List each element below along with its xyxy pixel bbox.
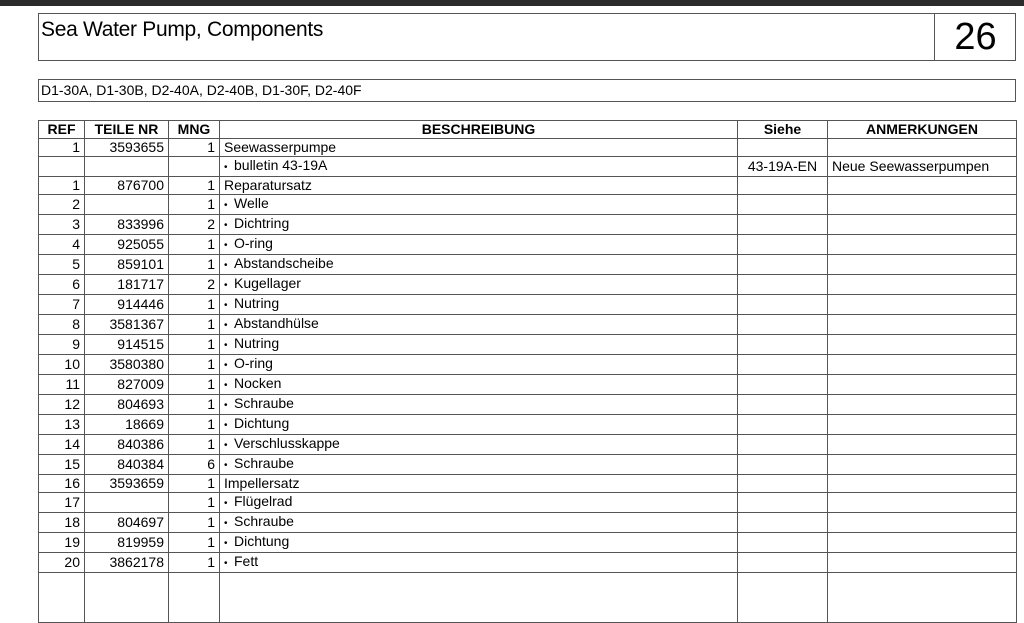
cell-quantity: [169, 475, 220, 493]
cell-ref-text: 1: [72, 177, 80, 193]
table-row: [39, 513, 1017, 533]
cell-ref: [39, 355, 85, 375]
table-row: [39, 195, 1017, 215]
bullet-icon: •: [224, 340, 228, 351]
cell-ref: [39, 375, 85, 395]
cell-part-number-text: 840386: [117, 436, 164, 452]
cell-remarks: [828, 355, 1017, 375]
cell-description: [220, 355, 738, 375]
cell-part-number: [85, 395, 169, 415]
cell-ref: [39, 177, 85, 195]
cell-see: [738, 215, 828, 235]
cell-description: [220, 415, 738, 435]
table-row: [39, 315, 1017, 335]
bullet-icon: •: [224, 380, 228, 391]
cell-description-text: Kugellager: [234, 275, 301, 291]
page-title: Sea Water Pump, Components: [41, 18, 324, 41]
cell-quantity-text: 1: [207, 534, 215, 550]
model-list: D1-30A, D1-30B, D2-40A, D2-40B, D1-30F, D2-40F: [38, 79, 1016, 102]
cell-part-number: [85, 315, 169, 335]
cell-quantity-text: 1: [207, 416, 215, 432]
cell-part-number: [85, 255, 169, 275]
cell-ref-text: 6: [72, 276, 80, 292]
cell-remarks: [828, 177, 1017, 195]
cell-remarks: [828, 533, 1017, 553]
cell-part-number: [85, 415, 169, 435]
cell-ref-text: 15: [64, 456, 80, 472]
cell-part-number: [85, 475, 169, 493]
cell-description: [220, 475, 738, 493]
cell-see: [738, 553, 828, 573]
cell-description-text: Welle: [234, 195, 269, 211]
cell-description-text: O-ring: [234, 235, 273, 251]
cell-see: [738, 475, 828, 493]
cell-ref-text: 11: [65, 376, 80, 392]
cell-part-number-text: 833996: [117, 216, 164, 232]
table-row: [39, 533, 1017, 553]
cell-description: [220, 455, 738, 475]
table-row: [39, 157, 1017, 177]
cell-quantity: [169, 335, 220, 355]
bullet-icon: •: [224, 360, 228, 371]
empty-cell: [738, 573, 828, 623]
cell-quantity-text: 1: [207, 396, 215, 412]
cell-ref: [39, 455, 85, 475]
bullet-icon: •: [224, 320, 228, 331]
cell-see: [738, 177, 828, 195]
cell-quantity: [169, 139, 220, 157]
cell-quantity-text: 1: [207, 475, 215, 491]
cell-ref: [39, 493, 85, 513]
bullet-icon: •: [224, 558, 228, 569]
cell-ref-text: 3: [72, 216, 80, 232]
cell-quantity-text: 1: [207, 356, 215, 372]
column-header-part-number: TEILE NR: [85, 121, 169, 139]
cell-quantity: [169, 415, 220, 435]
cell-part-number: [85, 139, 169, 157]
cell-remarks: [828, 215, 1017, 235]
cell-see-text: 43-19A-EN: [747, 158, 818, 174]
empty-cell: [39, 573, 85, 623]
table-row: [39, 375, 1017, 395]
cell-quantity-text: 1: [207, 554, 215, 570]
cell-description-text: Schraube: [234, 513, 294, 529]
page-number: 26: [934, 13, 1016, 61]
cell-part-number: [85, 335, 169, 355]
cell-part-number: [85, 195, 169, 215]
cell-description: [220, 195, 738, 215]
cell-quantity-text: 1: [207, 256, 215, 272]
cell-remarks-text: Neue Seewasserpumpen: [832, 158, 990, 174]
cell-remarks: [828, 295, 1017, 315]
cell-part-number-text: 181717: [117, 276, 164, 292]
cell-quantity: [169, 493, 220, 513]
cell-ref-text: 9: [72, 336, 80, 352]
cell-description: [220, 533, 738, 553]
table-row: [39, 215, 1017, 235]
cell-quantity-text: 1: [207, 494, 215, 510]
cell-part-number: [85, 355, 169, 375]
cell-quantity: [169, 395, 220, 415]
parts-table: [38, 120, 1017, 623]
table-header-row: [39, 121, 1017, 139]
cell-description-text: Nutring: [234, 295, 280, 311]
cell-see: [738, 295, 828, 315]
cell-ref: [39, 553, 85, 573]
cell-ref: [39, 435, 85, 455]
empty-cell: [85, 573, 169, 623]
table-row: [39, 275, 1017, 295]
cell-remarks: [828, 139, 1017, 157]
bullet-icon: •: [224, 460, 228, 471]
bullet-icon: •: [224, 400, 228, 411]
cell-description-text: Reparatursatz: [224, 177, 312, 193]
table-row: [39, 415, 1017, 435]
cell-description-text: Verschlusskappe: [234, 435, 340, 451]
cell-ref: [39, 139, 85, 157]
cell-description-text: O-ring: [234, 355, 273, 371]
cell-quantity: [169, 157, 220, 177]
cell-ref-text: 16: [64, 475, 80, 491]
table-row: [39, 335, 1017, 355]
cell-quantity-text: 2: [207, 216, 215, 232]
cell-quantity: [169, 195, 220, 215]
title-box: [38, 13, 1016, 61]
cell-description-text: Schraube: [234, 455, 294, 471]
cell-see: [738, 355, 828, 375]
cell-part-number: [85, 215, 169, 235]
cell-ref-text: 20: [64, 554, 80, 570]
cell-see: [738, 195, 828, 215]
cell-quantity-text: 2: [207, 276, 215, 292]
cell-quantity-text: 1: [207, 376, 215, 392]
cell-ref-text: 17: [64, 494, 80, 510]
table-row: [39, 553, 1017, 573]
cell-part-number-text: 3581367: [109, 316, 164, 332]
cell-see: [738, 235, 828, 255]
cell-part-number: [85, 533, 169, 553]
cell-quantity: [169, 215, 220, 235]
cell-part-number-text: 925055: [117, 236, 164, 252]
cell-quantity: [169, 513, 220, 533]
cell-ref-text: 8: [72, 316, 80, 332]
bullet-icon: •: [224, 538, 228, 549]
cell-part-number: [85, 275, 169, 295]
cell-ref-text: 12: [64, 396, 80, 412]
cell-description: [220, 335, 738, 355]
cell-ref: [39, 275, 85, 295]
cell-remarks: [828, 493, 1017, 513]
cell-part-number-text: 859101: [117, 256, 164, 272]
cell-part-number-text: 804697: [117, 514, 164, 530]
cell-remarks: [828, 335, 1017, 355]
empty-table-row: [39, 573, 1017, 623]
cell-quantity-text: 1: [207, 316, 215, 332]
bullet-icon: •: [224, 240, 228, 251]
bullet-icon: •: [224, 420, 228, 431]
cell-quantity: [169, 255, 220, 275]
cell-remarks: [828, 195, 1017, 215]
bullet-icon: •: [224, 498, 228, 509]
cell-remarks: [828, 275, 1017, 295]
bullet-icon: •: [224, 220, 228, 231]
cell-ref-text: 19: [64, 534, 80, 550]
cell-part-number: [85, 375, 169, 395]
cell-quantity: [169, 235, 220, 255]
cell-ref-text: 4: [72, 236, 80, 252]
bullet-icon: •: [224, 280, 228, 291]
cell-description: [220, 295, 738, 315]
cell-description-text: Dichtung: [234, 533, 290, 549]
cell-part-number-text: 840384: [117, 456, 164, 472]
cell-ref: [39, 157, 85, 177]
cell-remarks: [828, 435, 1017, 455]
cell-quantity-text: 1: [207, 196, 215, 212]
cell-description-text: Schraube: [234, 395, 294, 411]
table-row: [39, 235, 1017, 255]
cell-ref-text: 14: [64, 436, 80, 452]
bullet-icon: •: [224, 200, 228, 211]
bullet-icon: •: [224, 162, 228, 173]
cell-see: [738, 275, 828, 295]
cell-quantity: [169, 533, 220, 553]
empty-cell: [169, 573, 220, 623]
cell-description-text: Dichtung: [234, 415, 290, 431]
table-row: [39, 255, 1017, 275]
cell-see: [738, 415, 828, 435]
cell-ref: [39, 415, 85, 435]
cell-part-number: [85, 177, 169, 195]
cell-quantity-text: 1: [207, 296, 215, 312]
cell-see: [738, 513, 828, 533]
cell-part-number: [85, 295, 169, 315]
cell-description-text: Nutring: [234, 335, 280, 351]
cell-description: [220, 215, 738, 235]
cell-ref-text: 1: [72, 139, 80, 155]
column-header-see: Siehe: [738, 121, 828, 139]
cell-quantity-text: 6: [207, 456, 215, 472]
cell-see: [738, 139, 828, 157]
cell-remarks: [828, 553, 1017, 573]
cell-part-number-text: 3593659: [109, 475, 164, 491]
cell-part-number: [85, 513, 169, 533]
cell-see: [738, 315, 828, 335]
cell-description: [220, 493, 738, 513]
table-row: [39, 493, 1017, 513]
cell-quantity-text: 1: [207, 436, 215, 452]
cell-quantity-text: 1: [207, 336, 215, 352]
cell-see: [738, 157, 828, 177]
cell-quantity-text: 1: [207, 236, 215, 252]
cell-quantity: [169, 315, 220, 335]
cell-quantity: [169, 553, 220, 573]
cell-ref: [39, 395, 85, 415]
cell-quantity: [169, 177, 220, 195]
cell-ref: [39, 295, 85, 315]
cell-see: [738, 335, 828, 355]
bullet-icon: •: [224, 440, 228, 451]
cell-part-number-text: 18669: [125, 416, 164, 432]
cell-remarks: [828, 455, 1017, 475]
cell-see: [738, 455, 828, 475]
table-row: [39, 455, 1017, 475]
cell-quantity: [169, 375, 220, 395]
cell-description-text: Impellersatz: [224, 475, 300, 491]
cell-quantity: [169, 455, 220, 475]
cell-description-text: bulletin 43-19A: [234, 157, 328, 173]
table-row: [39, 177, 1017, 195]
column-header-description: BESCHREIBUNG: [220, 121, 738, 139]
cell-ref: [39, 335, 85, 355]
cell-ref: [39, 475, 85, 493]
cell-remarks: [828, 475, 1017, 493]
cell-ref-text: 13: [64, 416, 80, 432]
cell-description: [220, 395, 738, 415]
cell-part-number: [85, 235, 169, 255]
cell-description: [220, 375, 738, 395]
cell-part-number-text: 876700: [117, 177, 164, 193]
cell-see: [738, 493, 828, 513]
cell-ref: [39, 195, 85, 215]
cell-see: [738, 435, 828, 455]
cell-description: [220, 157, 738, 177]
cell-description-text: Nocken: [234, 375, 282, 391]
cell-part-number: [85, 493, 169, 513]
cell-part-number: [85, 157, 169, 177]
cell-part-number-text: 804693: [117, 396, 164, 412]
cell-see: [738, 533, 828, 553]
cell-description-text: Fett: [234, 553, 259, 569]
cell-ref: [39, 235, 85, 255]
parts-table-body: [39, 139, 1017, 623]
cell-see: [738, 395, 828, 415]
cell-remarks: [828, 315, 1017, 335]
cell-quantity-text: 1: [207, 514, 215, 530]
cell-part-number-text: 914446: [117, 296, 164, 312]
cell-quantity-text: 1: [207, 177, 215, 193]
cell-description: [220, 275, 738, 295]
cell-description-text: Dichtring: [234, 215, 290, 231]
column-header-ref: REF: [39, 121, 85, 139]
cell-quantity: [169, 355, 220, 375]
table-row: [39, 295, 1017, 315]
cell-remarks: [828, 513, 1017, 533]
cell-part-number: [85, 455, 169, 475]
cell-description: [220, 235, 738, 255]
table-row: [39, 435, 1017, 455]
cell-description: [220, 139, 738, 157]
cell-ref: [39, 533, 85, 553]
cell-description-text: Seewasserpumpe: [224, 139, 337, 155]
cell-see: [738, 375, 828, 395]
column-header-remarks: ANMERKUNGEN: [828, 121, 1017, 139]
bullet-icon: •: [224, 300, 228, 311]
top-border-bar: [0, 0, 1024, 6]
cell-ref: [39, 215, 85, 235]
cell-description-text: Abstandscheibe: [234, 255, 334, 271]
cell-remarks: [828, 235, 1017, 255]
cell-ref: [39, 315, 85, 335]
column-header-quantity: MNG: [169, 121, 220, 139]
cell-ref-text: 2: [72, 196, 80, 212]
cell-quantity: [169, 275, 220, 295]
cell-remarks: [828, 375, 1017, 395]
table-row: [39, 395, 1017, 415]
cell-description-text: Abstandhülse: [234, 315, 319, 331]
cell-ref: [39, 513, 85, 533]
cell-ref-text: 5: [72, 256, 80, 272]
cell-description: [220, 513, 738, 533]
cell-remarks: [828, 415, 1017, 435]
cell-description-text: Flügelrad: [234, 493, 293, 509]
cell-remarks: [828, 255, 1017, 275]
cell-part-number-text: 914515: [117, 336, 164, 352]
cell-part-number-text: 827009: [117, 376, 164, 392]
cell-remarks: [828, 395, 1017, 415]
empty-cell: [828, 573, 1017, 623]
table-row: [39, 139, 1017, 157]
cell-description: [220, 315, 738, 335]
table-row: [39, 355, 1017, 375]
cell-part-number-text: 3862178: [109, 554, 164, 570]
cell-quantity-text: 1: [207, 139, 215, 155]
cell-ref-text: 7: [72, 296, 80, 312]
cell-part-number-text: 3593655: [109, 139, 164, 155]
cell-description: [220, 255, 738, 275]
cell-description: [220, 435, 738, 455]
cell-remarks: [828, 157, 1017, 177]
cell-description: [220, 553, 738, 573]
cell-part-number-text: 3580380: [109, 356, 164, 372]
cell-ref-text: 18: [64, 514, 80, 530]
cell-see: [738, 255, 828, 275]
cell-ref: [39, 255, 85, 275]
bullet-icon: •: [224, 518, 228, 529]
cell-ref-text: 10: [64, 356, 80, 372]
cell-description: [220, 177, 738, 195]
cell-quantity: [169, 435, 220, 455]
table-row: [39, 475, 1017, 493]
cell-quantity: [169, 295, 220, 315]
cell-part-number: [85, 435, 169, 455]
empty-cell: [220, 573, 738, 623]
bullet-icon: •: [224, 260, 228, 271]
cell-part-number-text: 819959: [117, 534, 164, 550]
cell-part-number: [85, 553, 169, 573]
